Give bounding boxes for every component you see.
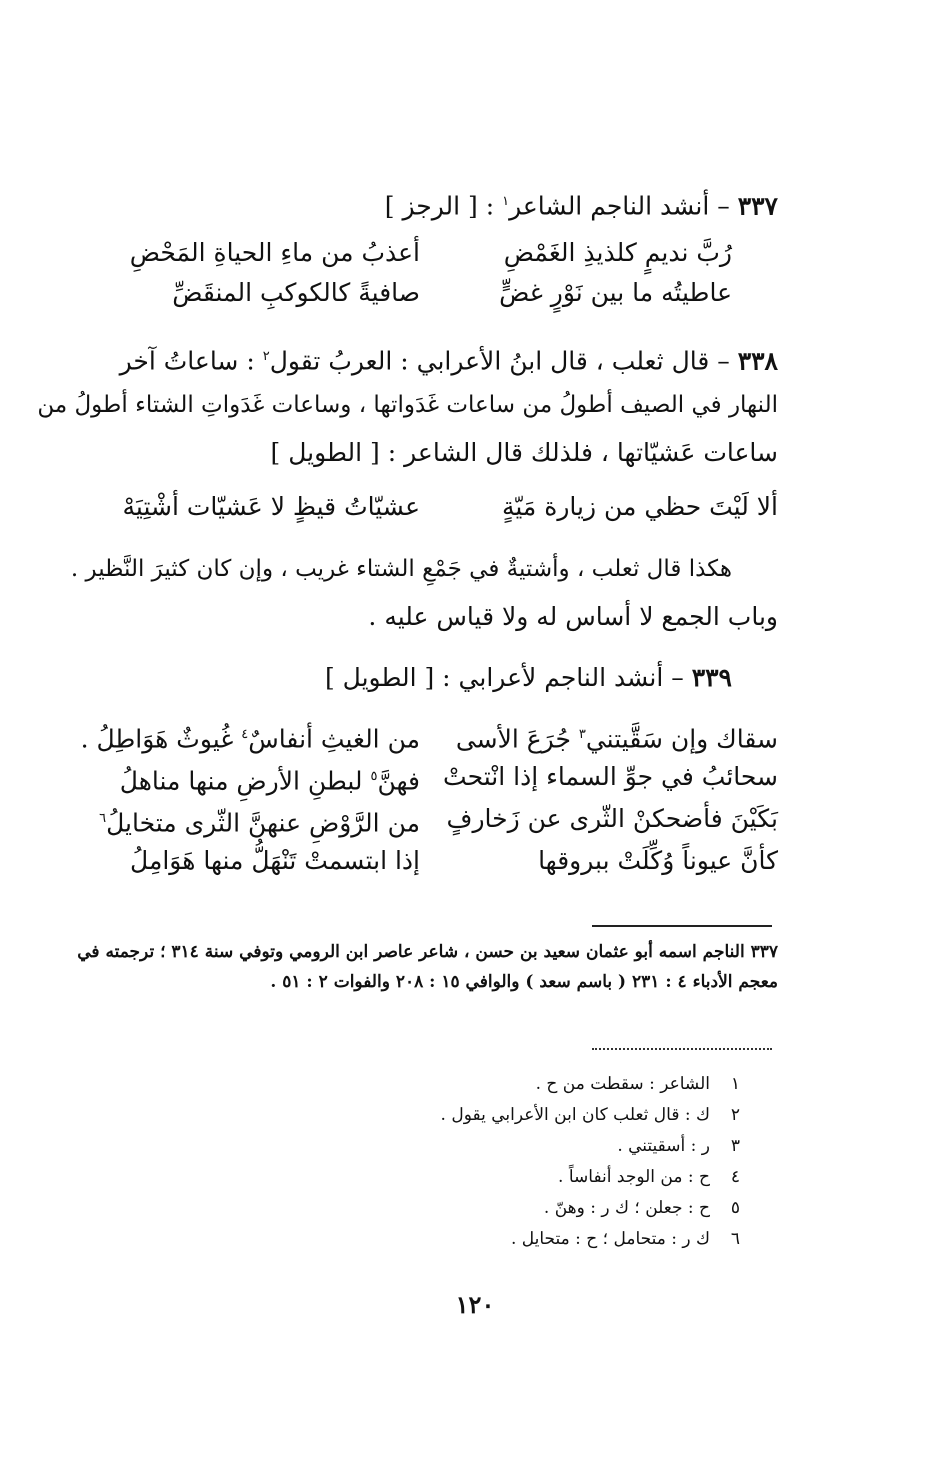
verse-hemistich-left: من الغيثِ أنفاسٌ$^٤$ غُيوثٌ هَوَاطِلُ . [80,724,420,754]
footnote-main-line: معجم الأدباء ٤ : ٢٣١ ( باسم سعد ) والوافي ١٥ : ٢٠٨ والفوات ٢ : ٥١ . [270,972,778,992]
entry-heading-text: – أنشد الناجم لأعرابي : [ الطويل ] [324,663,684,692]
footnote-ref: ٦ [99,811,107,826]
verse-hemistich-left: أعذبُ من ماءِ الحياةِ المَحْضِ [129,238,420,267]
commentary-line: وباب الجمع لا أساس له ولا قياس عليه . [368,602,778,631]
variant-note: ٣ر : أسقيتني . [617,1136,740,1156]
footnote-ref: ٣ [578,727,586,742]
variant-note: ٥ح : جعلن ؛ ك ر : وهنّ . [543,1198,740,1218]
verse-hemistich-right: كأنَّ عيوناً وُكِّلَتْ ببروقها [538,846,778,875]
variants-separator [592,1048,772,1050]
entry-338-line: النهار في الصيف أطولُ من ساعات غَدَواتها ، وساعات غَدَواتِ الشتاء أطولُ من [37,392,778,418]
verse-hemistich-right: بَكَيْنَ فأضحكنْ الثّرى عن زَخارفٍ [446,804,778,833]
verse-hemistich-right: عاطيتُه ما بين نَوْرٍ غضٍّ [499,278,732,307]
verse-hemistich-right: سقاك وإن سَقَّيتني$^٣$ جُرَعَ الأسى [455,724,778,754]
entry-337-heading [110,182,778,226]
verse-hemistich-left: إذا ابتسمتْ تَنْهَلُّ منها هَوَامِلُ [130,846,420,875]
meter-label: : [ الرجز ] [384,191,495,221]
entry-339-heading [110,658,732,698]
entry-338-line [110,337,778,381]
verse-hemistich-left: من الرَّوْضِ عنهنَّ الثّرى متخايلُ$^٦$ [99,808,420,838]
verse-hemistich-left: عشيّاتُ قيظٍ لا عَشيّات أشْتِيَهْ [122,492,420,521]
commentary-line: هكذا قال ثعلب ، وأشتيةٌ في جَمْعِ الشتاء غريب ، وإن كان كثيرَ النَّظير . [70,556,732,582]
entry-number: ٣٣٩ [691,663,732,692]
verse-hemistich-right: رُبَّ نديمٍ كلذيذِ الغَمْضِ [503,238,732,267]
variant-note: ١الشاعر : سقطت من ح . [535,1074,740,1094]
entry-text: : ساعاتُ آخر [119,346,255,376]
footnote-ref: ١ [502,194,510,209]
footnote-ref: ٤ [241,727,249,742]
entry-heading-text: – أنشد الناجم الشاعر [509,191,730,221]
entry-number: ٣٣٧ [737,191,778,221]
footnote-ref: ٢ [262,349,270,364]
verse-hemistich-right: ألا لَيْتَ حظي من زيارة مَيّةٍ [501,492,778,521]
verse-hemistich-left: فهنَّ$^٥$ لبطنِ الأرضِ منها مناهلُ [119,766,420,796]
entry-338-line: ساعات عَشيّاتها ، فلذلك قال الشاعر : [ الطويل ] [270,438,778,467]
verse-hemistich-right: سحائبُ في جوِّ السماء إذا انْتحتْ [443,762,778,791]
footnote-main-line: ٣٣٧ الناجم اسمه أبو عثمان سعيد بن حسن ، شاعر عاصر ابن الرومي وتوفي سنة ٣١٤ ؛ ترجمته في [77,942,778,962]
footnote-ref: ٥ [370,769,378,784]
variant-note: ٢ك : قال ثعلب كان ابن الأعرابي يقول . [440,1105,740,1125]
entry-number: ٣٣٨ [737,346,778,376]
variant-note: ٦ك ر : متحامل ؛ ح : متحايل . [510,1229,740,1249]
verse-hemistich-left: صافيةً كالكوكبِ المنقَضِّ [172,278,420,307]
entry-text: – قال ثعلب ، قال ابنُ الأعرابي : العربُ تقول [269,346,730,376]
page-number: ١٢٠ [455,1290,495,1319]
variant-note: ٤ح : من الوجد أنفاساً . [558,1167,740,1187]
footnote-separator [592,925,772,927]
